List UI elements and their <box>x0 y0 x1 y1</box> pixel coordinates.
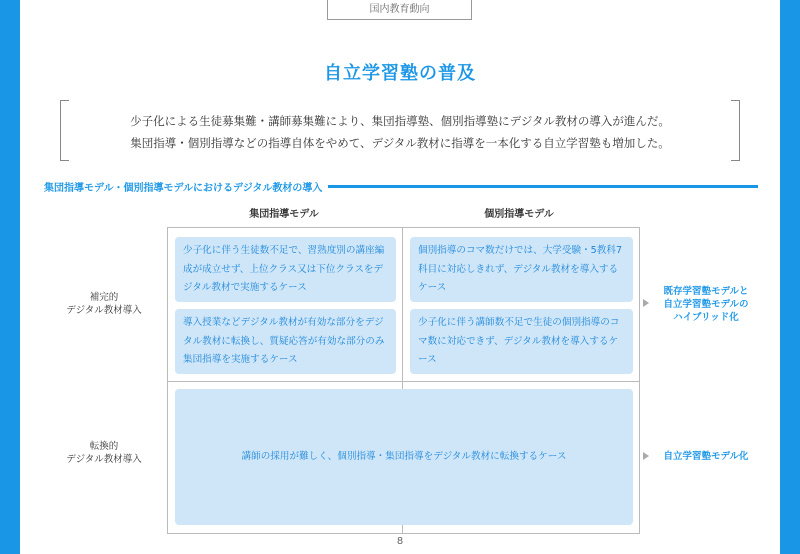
intro-line-1: 少子化による生徒募集難・講師募集難により、集団指導塾、個別指導塾にデジタル教材の導入が進んだ。 <box>130 114 670 128</box>
intro-text <box>80 110 720 154</box>
row-header-transitional-line-1: 転換的 <box>89 441 119 452</box>
cell-transitional <box>175 389 633 525</box>
row-header-transitional-line-2: デジタル教材導入 <box>66 454 142 465</box>
cell-supplementary-group-1: 少子化に伴う生徒数不足で、習熟度別の講座編成が成立せず、上位クラス又は下位クラスをデジタル教材で実施するケース <box>175 237 396 302</box>
section-tab-label: 国内教育動向 <box>369 4 430 15</box>
row-header-supplementary-line-2: デジタル教材導入 <box>66 305 142 316</box>
matrix-horizontal-divider <box>167 381 640 382</box>
section-heading: 集団指導モデル・個別指導モデルにおけるデジタル教材の導入 <box>44 179 328 194</box>
outcome-hybrid-line-1: 既存学習塾モデルと <box>663 286 749 297</box>
page-title: 自立学習塾の普及 <box>324 63 476 84</box>
arrow-right-icon <box>643 452 649 460</box>
intro-line-2: 集団指導・個別指導などの指導自体をやめて、デジタル教材に指導を一本化する自立学習塾も増加した。 <box>130 136 670 150</box>
outcome-hybrid-line-3: ハイブリッド化 <box>673 312 739 323</box>
section-tab <box>327 0 472 20</box>
column-header-group: 集団指導モデル <box>249 209 319 220</box>
cell-supplementary-individual-2: 少子化に伴う講師数不足で生徒の個別指導のコマ数に対応できず、デジタル教材を導入するケース <box>410 309 633 374</box>
column-header-individual: 個別指導モデル <box>484 209 554 220</box>
page-number: 8 <box>396 536 404 547</box>
intro-bracket-right <box>731 100 740 161</box>
cell-transitional-text: 講師の採用が難しく、個別指導・集団指導をデジタル教材に転換するケース <box>241 450 567 462</box>
row-header-transitional <box>44 440 164 466</box>
row-header-supplementary <box>44 291 164 317</box>
cell-supplementary-individual-1: 個別指導のコマ数だけでは、大学受験・5教科7科目に対応しきれず、デジタル教材を導入するケース <box>410 237 633 302</box>
row-header-supplementary-line-1: 補完的 <box>89 292 119 303</box>
cell-supplementary-group-2: 導入授業などデジタル教材が有効な部分をデジタル教材に転換し、質疑応答が有効な部分のみ集団指導を実施するケース <box>175 309 396 374</box>
arrow-right-icon <box>643 299 649 307</box>
intro-bracket-left <box>60 100 69 161</box>
outcome-hybrid <box>654 285 758 324</box>
outcome-hybrid-line-2: 自立学習塾モデルの <box>663 299 749 310</box>
outcome-self-study: 自立学習塾モデル化 <box>663 451 749 462</box>
